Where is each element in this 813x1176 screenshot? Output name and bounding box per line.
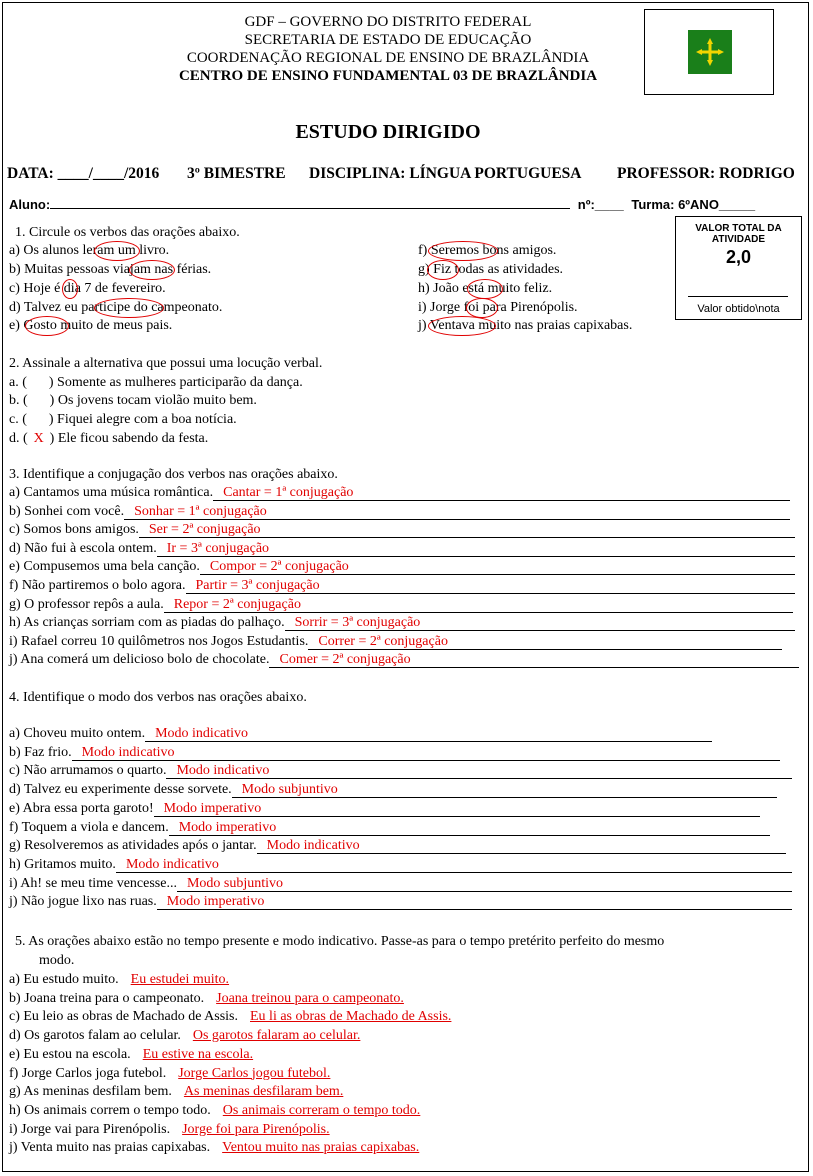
q2-option-prefix: a. (	[9, 375, 27, 390]
q3-answer-line[interactable]	[308, 634, 782, 650]
school-name: CENTRO DE ENSINO FUNDAMENTAL 03 DE BRAZLÂNDIA	[178, 68, 598, 84]
worksheet-page	[2, 2, 809, 1172]
q5-question: f) Jorge Carlos joga futebol.	[9, 1065, 167, 1081]
q3-question: h) As crianças sorriam com as piadas do palhaço.	[9, 615, 285, 631]
q4-question: e) Abra essa porta garoto!	[9, 800, 154, 816]
q3-answer-line[interactable]	[124, 504, 790, 520]
q3-answer: Comer = 2ª conjugação	[279, 652, 411, 668]
q1-item: h) João está muito feliz.	[418, 281, 553, 296]
q3-answer: Correr = 2ª conjugação	[318, 633, 448, 649]
q5-question: d) Os garotos falam ao celular.	[9, 1028, 181, 1044]
verb-circle	[94, 241, 140, 261]
q1-item: g) Fiz todas as atividades.	[418, 262, 564, 277]
q2-prompt: 2. Assinale a alternativa que possui uma locução verbal.	[9, 356, 323, 371]
date-field: DATA: ____/____/2016	[7, 165, 160, 182]
q2-option[interactable]	[9, 374, 303, 392]
q3-answer: Repor = 2ª conjugação	[173, 596, 301, 612]
q4-answer: Modo imperativo	[178, 819, 277, 835]
valor-line	[688, 296, 788, 297]
q3-question: g) O professor repôs a aula.	[9, 596, 164, 612]
q4-answer: Modo imperativo	[166, 894, 265, 910]
q4-answer: Modo subjuntivo	[241, 782, 338, 798]
q5-item	[9, 1008, 451, 1026]
flag-frame	[644, 9, 774, 95]
q3-answer-line[interactable]	[139, 522, 795, 538]
q5-item	[9, 1139, 419, 1157]
q2-option[interactable]	[9, 392, 257, 410]
q5-prompt-cont: modo.	[39, 953, 75, 968]
q5-answer[interactable]: Eu estive na escola.	[142, 1046, 254, 1062]
q4-answer: Modo indicativo	[81, 744, 175, 760]
q4-question: g) Resolveremos as atividades após o jantar.	[9, 838, 257, 854]
q4-item	[9, 725, 712, 743]
q2-option[interactable]	[9, 430, 208, 448]
q4-answer: Modo imperativo	[163, 800, 262, 816]
q5-question: g) As meninas desfilam bem.	[9, 1084, 172, 1100]
q4-answer-line[interactable]	[232, 782, 777, 798]
q3-item	[9, 596, 793, 614]
verb-circle	[428, 316, 496, 336]
q4-answer-line[interactable]	[157, 894, 792, 910]
q3-answer-line[interactable]	[200, 559, 795, 575]
q2-mark: X	[33, 431, 44, 446]
q4-item	[9, 744, 780, 762]
q5-question: j) Venta muito nas praias capixabas.	[9, 1140, 211, 1156]
q4-answer: Modo subjuntivo	[186, 875, 284, 891]
verb-circle	[25, 316, 69, 336]
verb-circle	[427, 260, 459, 280]
q3-prompt: 3. Identifique a conjugação dos verbos nas orações abaixo.	[9, 467, 338, 482]
header-line-1: GDF – GOVERNO DO DISTRITO FEDERAL	[244, 14, 532, 30]
q4-answer: Modo indicativo	[266, 838, 360, 854]
header-line-3: COORDENAÇÃO REGIONAL DE ENSINO DE BRAZLÂNDIA	[186, 50, 590, 66]
q3-question: d) Não fui à escola ontem.	[9, 540, 157, 556]
page-title: ESTUDO DIRIGIDO	[295, 121, 481, 143]
q1-item: a) Os alunos leram um livro.	[9, 243, 170, 258]
aluno-blank	[50, 196, 570, 209]
q3-answer-line[interactable]	[285, 615, 795, 631]
turma-label: Turma: 6ºANO_____	[631, 197, 756, 212]
q3-answer-line[interactable]	[269, 652, 799, 668]
q1-item: j) Ventava muito nas praias capixabas.	[418, 318, 633, 333]
q5-answer[interactable]: Os garotos falaram ao celular.	[192, 1028, 361, 1044]
q3-item	[9, 558, 795, 576]
q4-answer: Modo indicativo	[176, 763, 270, 779]
q5-prompt: 5. As orações abaixo estão no tempo presente e modo indicativo. Passe-as para o tempo pretérito perfeito do mesmo	[15, 934, 665, 949]
q3-answer: Ir = 3ª conjugação	[166, 540, 270, 556]
q3-answer-line[interactable]	[157, 541, 795, 557]
q4-item	[9, 819, 770, 837]
q4-answer: Modo indicativo	[125, 856, 219, 872]
q5-item	[9, 1083, 343, 1101]
q1-item: d) Talvez eu participe do campeonato.	[9, 300, 223, 315]
verb-circle	[428, 241, 498, 261]
q2-option-text: ) Ele ficou sabendo da festa.	[49, 431, 209, 446]
q4-question: j) Não jogue lixo nas ruas.	[9, 894, 157, 910]
q5-question: i) Jorge vai para Pirenópolis.	[9, 1121, 171, 1137]
q4-item	[9, 800, 760, 818]
q5-answer[interactable]: Eu li as obras de Machado de Assis.	[250, 1009, 452, 1025]
q3-question: c) Somos bons amigos.	[9, 522, 139, 538]
q3-item	[9, 577, 795, 595]
q4-answer: Modo indicativo	[155, 726, 249, 741]
q4-answer-line[interactable]	[145, 726, 712, 742]
q3-item	[9, 484, 790, 502]
student-line	[9, 196, 755, 212]
q4-answer-line[interactable]	[72, 745, 780, 761]
q3-item	[9, 614, 795, 632]
q3-answer: Sonhar = 1ª conjugação	[134, 503, 267, 519]
q2-option-prefix: c. (	[9, 412, 27, 427]
q1-item: i) Jorge foi para Pirenópolis.	[418, 300, 578, 315]
q4-item	[9, 762, 792, 780]
q4-item	[9, 875, 792, 893]
q3-answer: Ser = 2ª conjugação	[148, 522, 261, 538]
q5-answer[interactable]: Jorge foi para Pirenópolis.	[182, 1121, 330, 1137]
numero-label: nº:____	[577, 197, 624, 212]
q1-item: f) Seremos bons amigos.	[418, 243, 557, 258]
q3-item	[9, 540, 795, 558]
valor-obtido: Valor obtido\nota	[697, 303, 780, 315]
q3-question: j) Ana comerá um delicioso bolo de chocolate.	[9, 652, 270, 668]
q5-question: h) Os animais correm o tempo todo.	[9, 1102, 211, 1118]
q4-question: d) Talvez eu experimente desse sorvete.	[9, 782, 232, 798]
verb-circle	[62, 279, 78, 299]
q3-answer: Sorrir = 3ª conjugação	[294, 615, 421, 631]
q1-item: e) Gosto muito de meus pais.	[9, 318, 173, 333]
q2-option-text: ) Fiquei alegre com a boa notícia.	[48, 412, 237, 427]
q5-answer[interactable]: Joana treinou para o campeonato.	[216, 990, 404, 1006]
valor-value: 2,0	[725, 247, 752, 267]
q4-item	[9, 781, 777, 799]
q4-answer-line[interactable]	[154, 801, 760, 817]
q1-item: b) Muitas pessoas viajam nas férias.	[9, 262, 212, 277]
bimestre-label: 3º BIMESTRE	[187, 165, 286, 182]
q3-item	[9, 633, 782, 651]
verb-circle	[94, 298, 164, 318]
q4-answer-line[interactable]	[166, 763, 792, 779]
q3-question: f) Não partiremos o bolo agora.	[9, 578, 186, 593]
q4-answer-line[interactable]	[169, 820, 770, 836]
q5-item	[9, 1065, 330, 1083]
q3-question: a) Cantamos uma música romântica.	[9, 485, 214, 500]
q5-answer[interactable]: Os animais correram o tempo todo.	[222, 1102, 421, 1118]
q4-question: c) Não arrumamos o quarto.	[9, 763, 167, 779]
q5-question: c) Eu leio as obras de Machado de Assis.	[9, 1009, 238, 1025]
q5-answer[interactable]: Jorge Carlos jogou futebol.	[178, 1065, 331, 1081]
verb-circle	[467, 279, 503, 299]
q4-question: f) Toquem a viola e dancem.	[9, 819, 169, 835]
q4-question: b) Faz frio.	[9, 744, 72, 760]
header-line-2: SECRETARIA DE ESTADO DE EDUCAÇÃO	[244, 32, 532, 48]
q4-question: i) Ah! se meu time vencesse...	[9, 875, 177, 891]
q5-answer[interactable]: As meninas desfilaram bem.	[183, 1084, 344, 1100]
q4-answer-line[interactable]	[177, 876, 792, 892]
q3-answer-line[interactable]	[213, 485, 790, 501]
q3-item	[9, 521, 795, 539]
q3-question: e) Compusemos uma bela canção.	[9, 559, 200, 575]
valor-title: VALOR TOTAL DA ATIVIDADE	[695, 223, 782, 245]
professor-label: PROFESSOR: RODRIGO	[617, 165, 795, 182]
q5-item	[9, 1046, 253, 1064]
q5-item	[9, 1102, 420, 1120]
q5-item	[9, 990, 404, 1008]
q2-option-text: ) Os jovens tocam violão muito bem.	[49, 393, 257, 408]
q4-answer-line[interactable]	[116, 857, 792, 873]
q4-question: a) Choveu muito ontem.	[9, 726, 146, 741]
q5-answer[interactable]: Ventou muito nas praias capixabas.	[222, 1140, 420, 1156]
q1-item: c) Hoje é dia 7 de fevereiro.	[9, 281, 166, 296]
q4-answer-line[interactable]	[257, 838, 786, 854]
q4-item	[9, 837, 786, 855]
q2-option-prefix: b. (	[9, 393, 28, 408]
q5-item	[9, 1027, 360, 1045]
q3-answer-line[interactable]	[186, 578, 796, 594]
q3-question: b) Sonhei com você.	[9, 503, 125, 519]
q2-option-text: ) Somente as mulheres participarão da dança.	[48, 375, 303, 390]
valor-box	[675, 216, 802, 320]
q3-item	[9, 651, 799, 669]
q3-answer: Cantar = 1ª conjugação	[223, 485, 354, 500]
q4-prompt: 4. Identifique o modo dos verbos nas orações abaixo.	[9, 690, 307, 705]
q5-item	[9, 971, 229, 989]
q5-question: a) Eu estudo muito.	[9, 972, 119, 987]
q5-item	[9, 1121, 330, 1139]
q3-answer-line[interactable]	[164, 597, 793, 613]
q4-question: h) Gritamos muito.	[9, 856, 116, 872]
verb-circle	[129, 260, 175, 280]
q4-item	[9, 856, 792, 874]
aluno-label: Aluno:	[9, 197, 51, 212]
q5-answer[interactable]: Eu estudei muito.	[130, 972, 230, 987]
verb-circle	[466, 298, 498, 318]
df-flag-icon	[688, 30, 732, 74]
q3-question: i) Rafael correu 10 quilômetros nos Jogos Estudantis.	[9, 633, 309, 649]
q4-item	[9, 893, 792, 911]
disciplina-label: DISCIPLINA: LÍNGUA PORTUGUESA	[309, 165, 582, 182]
q3-item	[9, 503, 790, 521]
q2-option[interactable]	[9, 411, 237, 429]
q2-option-prefix: d. (	[9, 431, 28, 446]
q3-answer: Compor = 2ª conjugação	[209, 559, 349, 575]
q5-question: e) Eu estou na escola.	[9, 1046, 131, 1062]
q3-answer: Partir = 3ª conjugação	[195, 578, 320, 593]
q1-prompt: 1. Circule os verbos das orações abaixo.	[15, 225, 240, 240]
q5-question: b) Joana treina para o campeonato.	[9, 990, 205, 1006]
